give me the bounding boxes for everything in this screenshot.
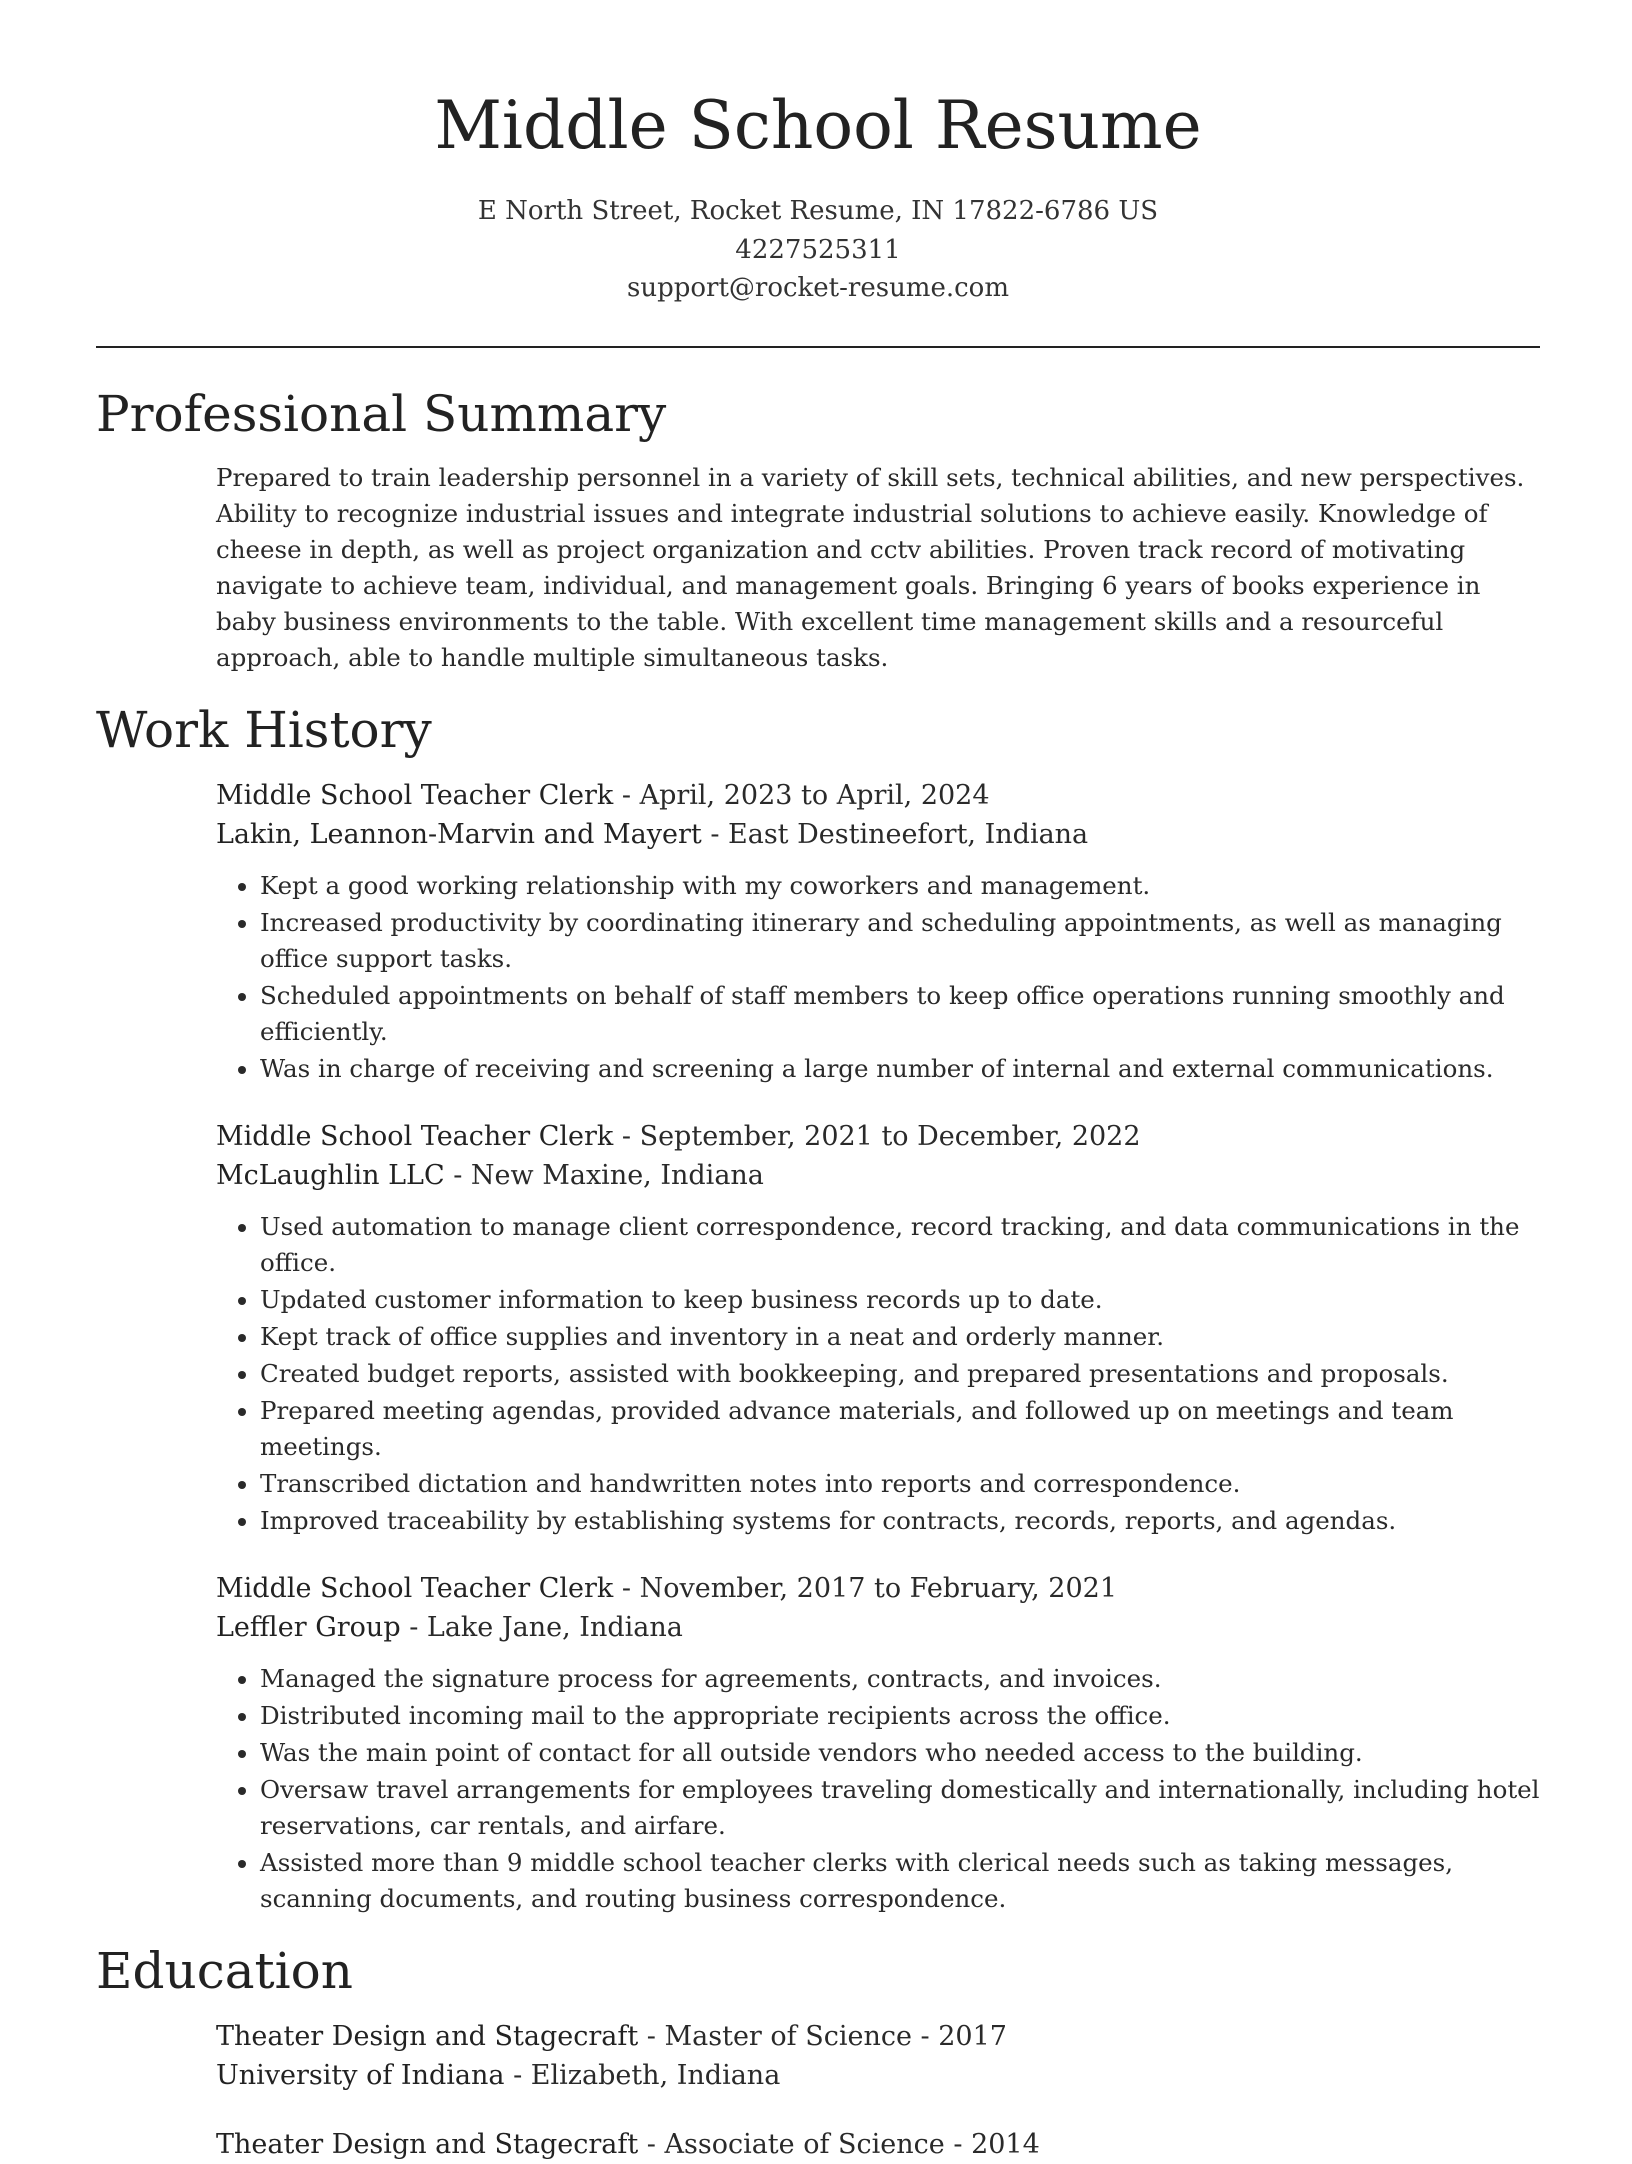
job-company: McLaughlin LLC [216, 1159, 445, 1191]
job-bullets [216, 1209, 1540, 1539]
job-company: Leffler Group [216, 1611, 401, 1643]
job-title-line [216, 776, 1540, 815]
education-degree-line [216, 2017, 1540, 2056]
job-company-line [216, 815, 1540, 854]
job-title-line [216, 1117, 1540, 1156]
job-dates: - November, 2017 to February, 2021 [613, 1572, 1118, 1604]
contact-block [96, 192, 1540, 308]
job-bullet: • Kept track of office supplies and inventory in a neat and orderly manner. [260, 1319, 1540, 1355]
job-bullet: • Distributed incoming mail to the appropriate recipients across the office. [260, 1698, 1540, 1734]
education-degree-year: - Associate of Science - 2014 [638, 2128, 1040, 2160]
job-bullet: • Created budget reports, assisted with bookkeeping, and prepared presentations and proposals. [260, 1356, 1540, 1392]
job-bullets [216, 868, 1540, 1087]
work-history-heading: Work History [96, 700, 432, 759]
summary-heading: Professional Summary [96, 384, 667, 443]
job-bullet: • Assisted more than 9 middle school teacher clerks with clerical needs such as taking messages, scanning documents, and routing business correspondence. [260, 1845, 1540, 1917]
job-bullet: • Scheduled appointments on behalf of staff members to keep office operations running smoothly and efficiently. [260, 978, 1540, 1050]
education-school: University of Indiana [216, 2059, 505, 2091]
job-entry [216, 776, 1540, 1087]
job-bullet: • Prepared meeting agendas, provided advance materials, and followed up on meetings and team meetings. [260, 1393, 1540, 1465]
job-bullet: • Was in charge of receiving and screening a large number of internal and external communications. [260, 1051, 1540, 1087]
job-position: Middle School Teacher Clerk [216, 1120, 614, 1152]
job-bullet: • Managed the signature process for agreements, contracts, and invoices. [260, 1661, 1540, 1697]
job-title-line [216, 1569, 1540, 1608]
resume-name: Middle School Resume [434, 87, 1202, 164]
resume-header [96, 0, 1540, 308]
education-degree-line [216, 2125, 1540, 2164]
education-field: Theater Design and Stagecraft [216, 2020, 639, 2052]
education-school-line [216, 2056, 1540, 2095]
job-company-line [216, 1156, 1540, 1195]
job-bullet: • Oversaw travel arrangements for employees traveling domestically and internationally, including hotel reservations, car rentals, and airfare. [260, 1772, 1540, 1844]
education-degree-year: - Master of Science - 2017 [638, 2020, 1007, 2052]
job-dates: - April, 2023 to April, 2024 [613, 779, 990, 811]
job-location: - East Destineefort, Indiana [701, 818, 1089, 850]
resume-page [96, 0, 1540, 2164]
job-bullet: • Was the main point of contact for all outside vendors who needed access to the building. [260, 1735, 1540, 1771]
job-bullet: • Transcribed dictation and handwritten notes into reports and correspondence. [260, 1466, 1540, 1502]
contact-address: E North Street, Rocket Resume, IN 17822-6786 US [477, 196, 1159, 226]
job-bullet: • Improved traceability by establishing systems for contracts, records, reports, and agendas. [260, 1503, 1540, 1539]
job-bullet: • Updated customer information to keep business records up to date. [260, 1282, 1540, 1318]
job-company: Lakin, Leannon-Marvin and Mayert [216, 818, 702, 850]
job-location: - Lake Jane, Indiana [400, 1611, 683, 1643]
job-entry [216, 1569, 1540, 1917]
contact-phone: 4227525311 [735, 234, 901, 265]
job-company-line [216, 1608, 1540, 1647]
job-bullet: • Increased productivity by coordinating itinerary and scheduling appointments, as well as managing office support tasks. [260, 905, 1540, 977]
header-divider [96, 346, 1540, 348]
education-location: - Elizabeth, Indiana [504, 2059, 781, 2091]
job-position: Middle School Teacher Clerk [216, 779, 614, 811]
job-entry [216, 1117, 1540, 1539]
summary-text: Prepared to train leadership personnel in a variety of skill sets, technical abilities, and new perspectives. Ability to recognize industrial issues and integrate industrial solutions to achieve easily. Knowledge of cheese in depth, as well as project organization and cctv abilities. Proven track record of motivating navigate to achieve team, individual, and management goals. Bringing 6 years of books experience in baby business environments to the table. With excellent time management skills and a resourceful approach, able to handle multiple simultaneous tasks. [216, 462, 1525, 672]
education-entry [216, 2017, 1540, 2095]
education-field: Theater Design and Stagecraft [216, 2128, 639, 2160]
job-bullets [216, 1661, 1540, 1917]
job-bullet: • Used automation to manage client correspondence, record tracking, and data communications in the office. [260, 1209, 1540, 1281]
education-heading: Education [96, 1941, 353, 2000]
job-dates: - September, 2021 to December, 2022 [613, 1120, 1141, 1152]
contact-email: support@rocket-resume.com [626, 273, 1009, 303]
education-entry [216, 2125, 1540, 2164]
job-bullet: • Kept a good working relationship with my coworkers and management. [260, 868, 1540, 904]
job-position: Middle School Teacher Clerk [216, 1572, 614, 1604]
job-location: - New Maxine, Indiana [444, 1159, 764, 1191]
